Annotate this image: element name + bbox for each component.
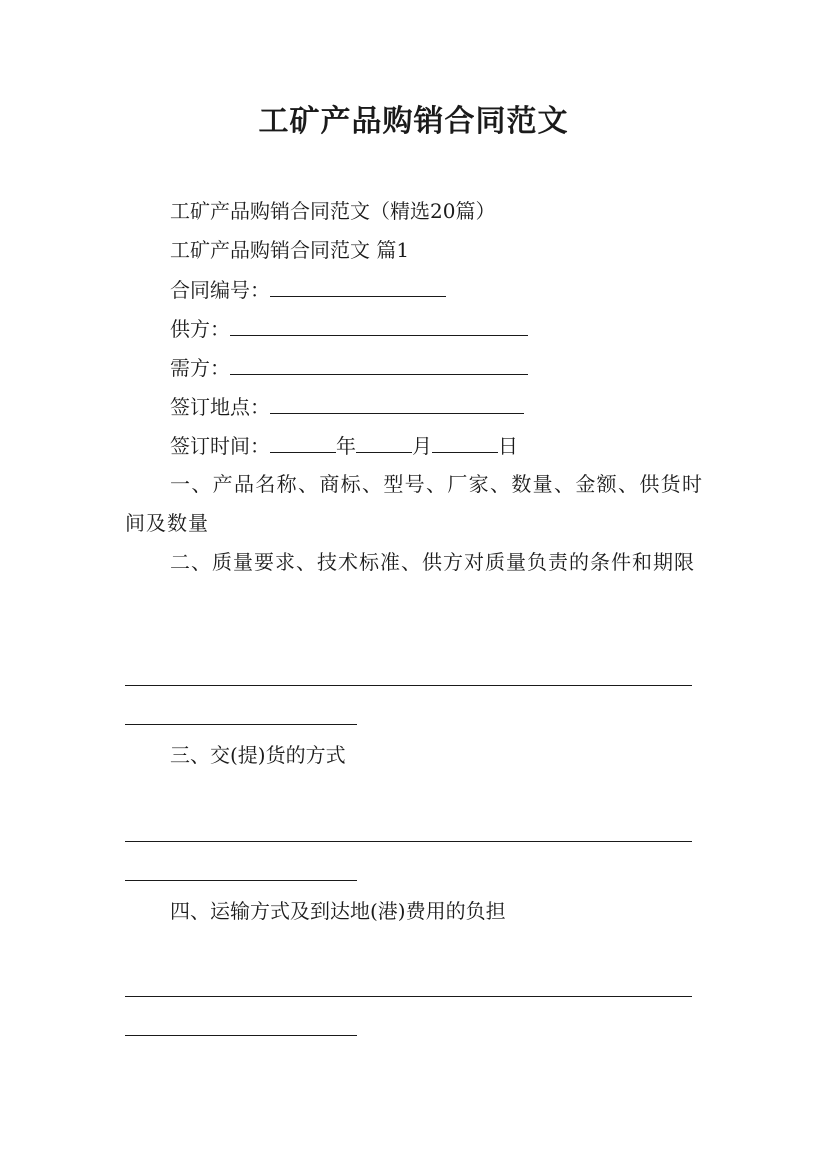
sign-time-label: 签订时间： bbox=[170, 434, 270, 458]
year-blank bbox=[270, 430, 336, 453]
clause-1: 一、产品名称、商标、型号、厂家、数量、金额、供货时间及数量 bbox=[125, 472, 703, 535]
contract-number-row bbox=[170, 274, 446, 305]
clause-2: 二、质量要求、技术标准、供方对质量负责的条件和期限 bbox=[170, 550, 695, 574]
section-heading: 工矿产品购销合同范文 篇1 bbox=[170, 238, 410, 262]
document-subtitle: 工矿产品购销合同范文（精选20篇） bbox=[170, 199, 496, 223]
sign-place-row bbox=[170, 391, 524, 422]
year-label: 年 bbox=[336, 434, 356, 458]
supplier-row bbox=[170, 313, 528, 344]
clause-2-blank-line-2 bbox=[125, 724, 357, 725]
clause-4-blank-line-2 bbox=[125, 1035, 357, 1036]
supplier-blank bbox=[230, 313, 528, 336]
clause-3-blank-line-2 bbox=[125, 880, 357, 881]
contract-number-label: 合同编号： bbox=[170, 278, 270, 302]
clause-3-blank-line-1 bbox=[125, 841, 692, 842]
supplier-label: 供方： bbox=[170, 317, 230, 341]
clause-4-blank-line-1 bbox=[125, 996, 692, 997]
buyer-row bbox=[170, 352, 528, 383]
day-blank bbox=[432, 430, 498, 453]
sign-place-blank bbox=[270, 391, 524, 414]
clause-2-blank-line-1 bbox=[125, 685, 692, 686]
sign-time-row bbox=[170, 430, 518, 461]
buyer-label: 需方： bbox=[170, 356, 230, 380]
clause-4: 四、运输方式及到达地(港)费用的负担 bbox=[170, 899, 506, 923]
document-title: 工矿产品购销合同范文 bbox=[258, 104, 569, 139]
month-label: 月 bbox=[412, 434, 432, 458]
day-label: 日 bbox=[498, 434, 518, 458]
contract-number-blank bbox=[270, 274, 446, 297]
clause-3: 三、交(提)货的方式 bbox=[170, 743, 346, 767]
sign-place-label: 签订地点： bbox=[170, 395, 270, 419]
month-blank bbox=[356, 430, 412, 453]
buyer-blank bbox=[230, 352, 528, 375]
